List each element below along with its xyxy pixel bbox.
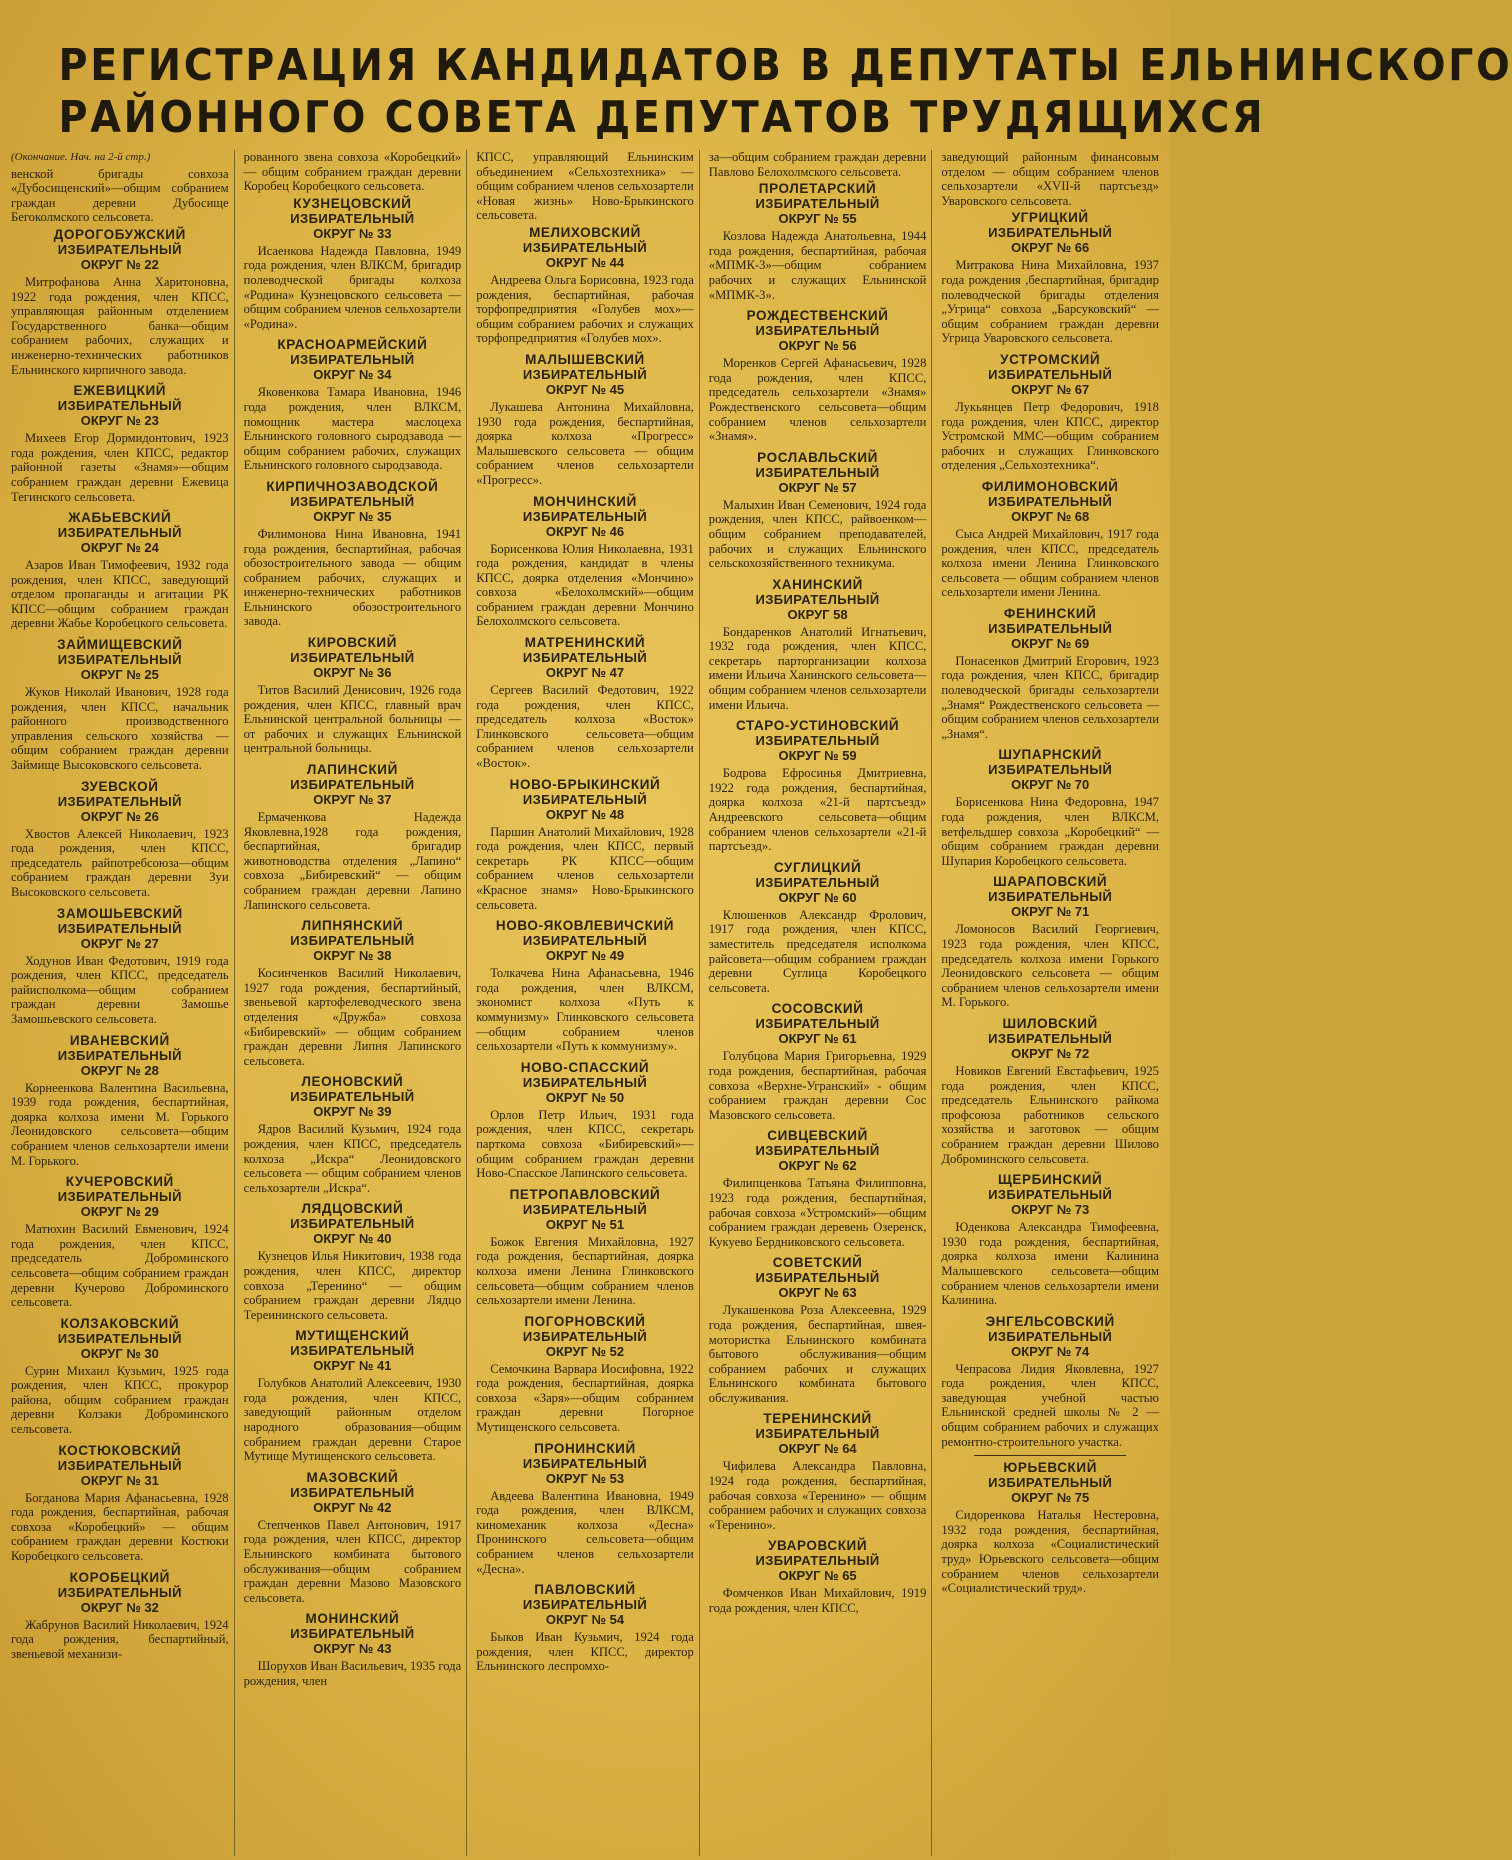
district-subtitle: ИЗБИРАТЕЛЬНЫЙ: [522, 1328, 648, 1344]
district-entry: [244, 1328, 462, 1464]
district-name: ЛИПНЯНСКИЙ: [301, 918, 404, 934]
candidate-text: Митракова Нина Михайловна, 1937 года рождения ,беспартийная, бригадир полеводческой бригады отделения „Угрица“ совхоза „Барсуковский“ — общим собранием граждан деревни Угрица Уваровского сельсовета.: [941, 258, 1159, 346]
candidate-text: Бодрова Ефросинья Дмитриевна, 1922 года рождения, беспартийная, доярка колхоза «21-й партсъезд» Андреевского сельсовета—общим собранием членов сельхозартели «21-й партсъезд».: [708, 766, 927, 854]
candidate-text: Понасенков Дмитрий Егорович, 1923 года рождения, член КПСС, бригадир полеводческой бригады сельхозартели „Знамя“ Рождественского сельсовета — общим собранием членов сельхозартели „Знамя“.: [941, 653, 1159, 741]
district-number: ОКРУГ № 35: [313, 508, 392, 524]
district-number: ОКРУГ № 24: [80, 540, 159, 556]
district-number: ОКРУГ № 67: [1011, 381, 1090, 397]
candidate-text: Моренков Сергей Афанасьевич, 1928 года рождения, член КПСС, председатель сельхозартели «Знамя» Рождественского сельсовета—общим собранием членов сельхозартели «Знамя».: [708, 356, 927, 444]
district-subtitle: ИЗБИРАТЕЛЬНЫЙ: [988, 1475, 1113, 1491]
district-number: ОКРУГ 58: [787, 606, 848, 622]
district-entry: [244, 196, 462, 332]
district-entry: [244, 762, 462, 912]
candidate-text: Голубков Анатолий Алексеевич, 1930 года рождения, член КПСС, заведующий районным отделом народного образования—общим собранием граждан деревни Старое Мутище Мутищенского сельсовета.: [243, 1376, 462, 1464]
district-number: ОКРУГ № 25: [80, 667, 159, 683]
district-subtitle: ИЗБИРАТЕЛЬНЫЙ: [755, 196, 880, 212]
candidate-text: Азаров Иван Тимофеевич, 1932 года рождения, член КПСС, заведующий отделом пропаганды и агитации РК КПСС—общим собранием граждан деревни Жабье Коробецкого сельсовета.: [11, 558, 229, 631]
district-entry: [476, 1441, 694, 1577]
district-number: ОКРУГ № 27: [80, 935, 159, 951]
candidate-text: Паршин Анатолий Михайлович, 1928 года рождения, член КПСС, первый секретарь РК КПСС—общим собранием членов сельхозартели «Красное знамя» Ново-Брыкинского сельсовета.: [476, 824, 694, 912]
candidate-text: Фомченков Иван Михайлович, 1919 года рождения, член КПСС,: [708, 1586, 927, 1616]
candidate-text: Степченков Павел Антонович, 1917 года рождения, член КПСС, директор Ельнинского комбината бытового обслуживания—общим собранием граждан деревни Мазово Мазовского сельсовета.: [243, 1517, 462, 1605]
district-number: ОКРУГ № 26: [80, 808, 159, 824]
district-name: ШУПАРНСКИЙ: [998, 747, 1102, 763]
district-subtitle: ИЗБИРАТЕЛЬНЫЙ: [988, 493, 1113, 509]
district-subtitle: ИЗБИРАТЕЛЬНЫЙ: [755, 1016, 880, 1032]
district-number: ОКРУГ № 69: [1011, 635, 1090, 651]
district-subtitle: ИЗБИРАТЕЛЬНЫЙ: [522, 650, 648, 666]
district-number: ОКРУГ № 40: [313, 1231, 392, 1247]
district-name: КОСТЮКОВСКИЙ: [58, 1442, 182, 1458]
district-subtitle: ИЗБИРАТЕЛЬНЫЙ: [755, 874, 880, 890]
district-entry: [709, 1255, 927, 1405]
district-number: ОКРУГ № 23: [80, 413, 159, 429]
district-name: ЛАПИНСКИЙ: [306, 762, 398, 778]
district-subtitle: ИЗБИРАТЕЛЬНЫЙ: [988, 1187, 1113, 1203]
district-name: КИРПИЧНОЗАВОДСКОЙ: [266, 478, 439, 494]
district-subtitle: ИЗБИРАТЕЛЬНЫЙ: [755, 1553, 880, 1569]
district-subtitle: ИЗБИРАТЕЛЬНЫЙ: [988, 225, 1113, 241]
candidate-text: Ходунов Иван Федотович, 1919 года рождения, член КПСС, председатель райисполкома—общим собранием граждан деревни Замошье Замошьевского сельсовета.: [11, 953, 229, 1026]
district-name: КРАСНОАРМЕЙСКИЙ: [277, 337, 428, 353]
district-name: ТЕРЕНИНСКИЙ: [763, 1411, 872, 1427]
district-subtitle: ИЗБИРАТЕЛЬНЫЙ: [988, 1030, 1113, 1046]
district-subtitle: ИЗБИРАТЕЛЬНЫЙ: [755, 1143, 880, 1159]
district-entry: [11, 510, 229, 631]
candidate-text: Богданова Мария Афанасьевна, 1928 года рождения, беспартийная, рабочая совхоза «Коробецкий» — общим собранием граждан деревни Костюки Коробецкого сельсовета.: [11, 1490, 229, 1564]
candidate-text: Шорухов Иван Васильевич, 1935 года рождения, член: [243, 1659, 462, 1688]
district-subtitle: ИЗБИРАТЕЛЬНЫЙ: [290, 1216, 415, 1232]
district-name: МАЗОВСКИЙ: [306, 1469, 399, 1485]
district-number: ОКРУГ № 22: [80, 256, 159, 272]
column-2: [239, 150, 468, 1856]
district-subtitle: ИЗБИРАТЕЛЬНЫЙ: [522, 1201, 648, 1217]
district-entry: [476, 1314, 694, 1435]
district-entry: [476, 635, 694, 771]
candidate-text: Новиков Евгений Евстафьевич, 1925 года рождения, член КПСС, председатель Ельнинского райкома профсоюза работников сельского хозяйства и заготовок — общим собранием граждан деревни Шилово Доброминского сельсовета.: [941, 1063, 1159, 1166]
district-entry: [11, 383, 229, 504]
district-subtitle: ИЗБИРАТЕЛЬНЫЙ: [290, 933, 415, 949]
district-subtitle: ИЗБИРАТЕЛЬНЫЙ: [522, 239, 648, 255]
candidate-text: Голубцова Мария Григорьевна, 1929 года рождения, беспартийная, рабочая совхоза «Верхне-Угранский» - общим собранием граждан деревни Сос Мазовского сельсовета.: [708, 1049, 927, 1122]
district-name: СОСОВСКИЙ: [771, 1001, 864, 1017]
district-name: ШАРАПОВСКИЙ: [993, 874, 1108, 890]
district-number: ОКРУГ № 30: [80, 1345, 159, 1361]
district-entry: [941, 1016, 1159, 1166]
district-entry: [941, 606, 1159, 742]
district-name: МЕЛИХОВСКИЙ: [529, 224, 641, 240]
column-lead-text: рованного звена совхоза «Коробецкий» — общим собранием граждан деревни Коробец Коробецкого сельсовета.: [243, 150, 462, 194]
district-number: ОКРУГ № 50: [545, 1089, 625, 1105]
district-name: КОРОБЕЦКИЙ: [69, 1569, 170, 1585]
candidate-text: Лукашева Антонина Михайловна, 1930 года рождения, беспартийная, доярка колхоза «Прогресс» Малышевского сельсовета — общим собранием членов сельхозартели «Прогресс».: [476, 399, 694, 487]
district-number: ОКРУГ № 56: [778, 338, 857, 354]
district-name: МАЛЫШЕВСКИЙ: [525, 351, 645, 367]
district-entry: [709, 181, 927, 302]
district-number: ОКРУГ № 55: [778, 211, 857, 227]
district-entry: [476, 777, 694, 913]
candidate-text: Косинченков Василий Николаевич, 1927 года рождения, беспартийный, звеньевой картофелеводческого звена отделения «Дружба» совхоза «Бибиревский» — общим собранием граждан деревни Липня Лапинского сельсовета.: [243, 966, 462, 1068]
district-number: ОКРУГ № 33: [313, 225, 392, 241]
candidate-text: Корнеенкова Валентина Васильевна, 1939 года рождения, беспартийная, доярка колхоза имени М. Горького Леонидовского сельсовета—общим собранием членов сельхозартели имени М. Горького.: [11, 1080, 229, 1168]
district-subtitle: ИЗБИРАТЕЛЬНЫЙ: [290, 210, 415, 226]
district-name: ЛЕОНОВСКИЙ: [301, 1074, 404, 1090]
district-entry: [11, 779, 229, 900]
district-name: ЩЕРБИНСКИЙ: [998, 1172, 1103, 1188]
headline-line-1: РЕГИСТРАЦИЯ КАНДИДАТОВ В ДЕПУТАТЫ ЕЛЬНИНСКОГО: [58, 40, 1512, 91]
district-subtitle: ИЗБИРАТЕЛЬНЫЙ: [522, 508, 648, 524]
district-name: ХАНИНСКИЙ: [772, 576, 863, 592]
district-entry: [11, 227, 229, 377]
district-name: ДОРОГОБУЖСКИЙ: [53, 226, 186, 242]
column-lead-text: за—общим собранием граждан деревни Павлово Белохолмского сельсовета.: [708, 150, 927, 179]
district-subtitle: ИЗБИРАТЕЛЬНЫЙ: [57, 1457, 182, 1473]
district-name: ПОГОРНОВСКИЙ: [524, 1313, 646, 1329]
district-subtitle: ИЗБИРАТЕЛЬНЫЙ: [57, 920, 182, 936]
district-number: ОКРУГ № 57: [778, 479, 857, 495]
district-subtitle: ИЗБИРАТЕЛЬНЫЙ: [290, 1089, 415, 1105]
district-entry: [709, 718, 927, 854]
district-number: ОКРУГ № 72: [1011, 1045, 1090, 1061]
district-subtitle: ИЗБИРАТЕЛЬНЫЙ: [57, 793, 182, 809]
district-subtitle: ИЗБИРАТЕЛЬНЫЙ: [988, 762, 1113, 778]
district-name: СИВЦЕВСКИЙ: [767, 1128, 868, 1144]
district-entry: [11, 1316, 229, 1437]
district-name: ЗУЕВСКОЙ: [81, 778, 159, 794]
district-number: ОКРУГ № 66: [1011, 240, 1090, 256]
candidate-text: Кузнецов Илья Никитович, 1938 года рождения, член КПСС, директор совхоза „Теренино“ — общим собранием граждан деревни Лядцо Тереининского сельсовета.: [243, 1249, 462, 1322]
candidate-text: Жуков Николай Иванович, 1928 года рождения, член КПСС, начальник районного производственного управления сельского хозяйства — общим собранием граждан деревни Займище Высоковского сельсовета.: [11, 685, 229, 773]
candidate-text: Божок Евгения Михайловна, 1927 года рождения, беспартийная, доярка колхоза имени Ленина Глинковского сельсовета—общим собранием членов сельхозартели имени Ленина.: [476, 1234, 694, 1308]
candidate-text: Титов Василий Денисович, 1926 года рождения, член КПСС, главный врач Ельнинской центральной больницы — от рабочих и служащих Ельнинской центральной больницы.: [243, 683, 462, 756]
candidate-text: Авдеева Валентина Ивановна, 1949 года рождения, член ВЛКСМ, киномеханик колхоза «Десна» Пронинского сельсовета—общим собранием членов сельхозартели «Десна».: [476, 1488, 694, 1576]
district-subtitle: ИЗБИРАТЕЛЬНЫЙ: [755, 1270, 880, 1286]
district-name: ФИЛИМОНОВСКИЙ: [981, 478, 1119, 494]
candidate-text: Сидоренкова Наталья Нестеровна, 1932 года рождения, беспартийная, доярка колхоза «Социалистический труд» Юрьевского сельсовета—общим собранием членов сельхозартели «Социалистический труд».: [941, 1508, 1159, 1596]
district-entry: [244, 1074, 462, 1195]
district-entry: [709, 308, 927, 444]
column-5: [936, 150, 1164, 1856]
candidate-text: Ломоносов Василий Георгиевич, 1923 года рождения, член КПСС, председатель колхоза имени Горького Леонидовского сельсовета — общим собранием членов сельхозартели имени М. Горького.: [941, 922, 1159, 1010]
candidate-text: Борисенкова Юлия Николаевна, 1931 года рождения, кандидат в члены КПСС, доярка отделения «Мончино» совхоза «Белохолмский»—общим собранием граждан деревни Мончино Белохолмского сельсовета.: [476, 541, 694, 629]
district-subtitle: ИЗБИРАТЕЛЬНЫЙ: [755, 464, 880, 480]
candidate-text: Матюхин Василий Евменович, 1924 года рождения, член КПСС, председатель Доброминского сельсовета—общим собранием граждан деревни Кучерово Доброминского сельсовета.: [11, 1222, 229, 1310]
district-name: КУЧЕРОВСКИЙ: [65, 1174, 174, 1190]
candidate-text: Быков Иван Кузьмич, 1924 года рождения, член КПСС, директор Ельнинского леспромхо-: [476, 1630, 694, 1674]
candidate-text: Орлов Петр Ильич, 1931 года рождения, член КПСС, секретарь парткома совхоза «Бибиревский»—общим собранием граждан деревни Ново-Спасское Лапинского сельсовета.: [476, 1107, 694, 1181]
district-number: ОКРУГ № 46: [545, 523, 625, 539]
district-entry: [476, 352, 694, 488]
district-entry: [941, 1172, 1159, 1308]
candidate-text: Филипценкова Татьяна Филипповна, 1923 года рождения, беспартийная, рабочая совхоза «Устромский»—общим собранием граждан деревень Озеренск, Кукуево Бердниковского сельсовета.: [708, 1176, 927, 1249]
candidate-text: Хвостов Алексей Николаевич, 1923 года рождения, член КПСС, председатель райпотребсоюза—общим собранием граждан деревни Зуи Высоковского сельсовета.: [11, 826, 229, 899]
candidate-text: Андреева Ольга Борисовна, 1923 года рождения, беспартийная, рабочая торфопредприятия «Голубев мох»—общим собранием рабочих и служащих торфопредприятия «Голубев мох».: [476, 272, 694, 346]
district-entry: [244, 635, 462, 756]
district-subtitle: ИЗБИРАТЕЛЬНЫЙ: [57, 241, 182, 257]
district-entry: [941, 1460, 1159, 1596]
district-entry: [11, 1033, 229, 1169]
district-name: МАТРЕНИНСКИЙ: [524, 635, 646, 651]
district-name: КОЛЗАКОВСКИЙ: [60, 1315, 180, 1331]
candidate-text: Михеев Егор Дормидонтович, 1923 года рождения, член КПСС, редактор районной газеты «Знамя»—общим собранием граждан деревни Ежевица Тегинского сельсовета.: [11, 431, 229, 504]
district-entry: [941, 747, 1159, 868]
continuation-note: (Окончание. Нач. на 2-й стр.): [11, 151, 151, 163]
district-entry: [244, 1611, 462, 1688]
district-number: ОКРУГ № 73: [1011, 1202, 1090, 1218]
district-entry: [476, 918, 694, 1054]
district-name: РОЖДЕСТВЕНСКИЙ: [746, 308, 889, 324]
district-entry: [941, 1314, 1159, 1450]
district-number: ОКРУГ № 51: [545, 1216, 625, 1232]
district-subtitle: ИЗБИРАТЕЛЬНЫЙ: [290, 777, 415, 793]
district-number: ОКРУГ № 49: [545, 948, 625, 964]
candidate-text: Лукашенкова Роза Алексеевна, 1929 года рождения, беспартийная, швея-мотористка Ельнинского комбината бытового обслуживания—общим собранием рабочих и служащих Ельнинского комбината бытового обслуживания.: [708, 1303, 927, 1405]
district-subtitle: ИЗБИРАТЕЛЬНЫЙ: [57, 1330, 182, 1346]
district-subtitle: ИЗБИРАТЕЛЬНЫЙ: [522, 366, 648, 382]
district-name: НОВО-ЯКОВЛЕВИЧСКИЙ: [495, 918, 675, 934]
column-lead-text: венской бригады совхоза «Дубосищенский»—общим собранием граждан деревни Дубосище Бегоколмского сельсовета.: [11, 166, 229, 225]
district-subtitle: ИЗБИРАТЕЛЬНЫЙ: [57, 1189, 182, 1205]
district-entry: [941, 210, 1159, 346]
district-number: ОКРУГ № 71: [1011, 904, 1090, 920]
district-name: ИВАНЕВСКИЙ: [69, 1032, 170, 1048]
candidate-text: Бондаренков Анатолий Игнатьевич, 1932 года рождения, член КПСС, секретарь парторганизации колхоза имени Ильича Ханинского сельсовета—общим собранием членов сельхозартели имени Ильича.: [708, 624, 927, 712]
district-number: ОКРУГ № 28: [80, 1062, 159, 1078]
district-entry: [476, 1187, 694, 1308]
district-entry: [476, 225, 694, 346]
district-entry: [709, 450, 927, 571]
district-name: СОВЕТСКИЙ: [772, 1255, 863, 1271]
district-name: ШИЛОВСКИЙ: [1002, 1015, 1098, 1031]
candidate-text: Козлова Надежда Анатольевна, 1944 года рождения, беспартийная, рабочая «МПМК-3»—общим собранием рабочих и служащих Ельнинской «МПМК-3».: [708, 229, 927, 302]
district-name: НОВО-СПАССКИЙ: [520, 1059, 650, 1075]
column-lead-text: заведующий районным финансовым отделом — общим собранием членов сельхозартели «XVII-й партсъезд» Уваровского сельсовета.: [941, 150, 1159, 208]
candidate-text: Сергеев Василий Федотович, 1922 года рождения, член КПСС, председатель колхоза «Восток» Глинковского сельсовета—общим собранием членов сельхозартели «Восток».: [476, 683, 694, 771]
district-name: ЖАБЬЕВСКИЙ: [68, 510, 172, 526]
district-number: ОКРУГ № 63: [778, 1285, 857, 1301]
district-number: ОКРУГ № 38: [313, 948, 392, 964]
district-name: ПРОНИНСКИЙ: [534, 1440, 636, 1456]
district-subtitle: ИЗБИРАТЕЛЬНЫЙ: [522, 933, 648, 949]
district-entry: [709, 860, 927, 996]
district-number: ОКРУГ № 47: [545, 665, 625, 681]
district-subtitle: ИЗБИРАТЕЛЬНЫЙ: [290, 1484, 415, 1500]
district-entry: [11, 637, 229, 773]
candidate-text: Лукьянцев Петр Федорович, 1918 года рождения, член КПСС, директор Устромской ММС—общим собранием рабочих и служащих Глинковского отделения „Сельхозтехника“.: [941, 399, 1159, 473]
district-subtitle: ИЗБИРАТЕЛЬНЫЙ: [290, 352, 415, 368]
district-name: ФЕНИНСКИЙ: [1003, 605, 1097, 621]
district-number: ОКРУГ № 59: [778, 748, 857, 764]
district-entry: [244, 337, 462, 473]
district-number: ОКРУГ № 31: [80, 1472, 159, 1488]
candidate-text: Толкачева Нина Афанасьевна, 1946 года рождения, член ВЛКСМ, экономист колхоза «Путь к коммунизму» Глинковского сельсовета—общим собранием членов сельхозартели «Путь к коммунизму».: [476, 966, 694, 1054]
district-subtitle: ИЗБИРАТЕЛЬНЫЙ: [57, 652, 182, 668]
district-entry: [244, 918, 462, 1068]
district-number: ОКРУГ № 45: [545, 381, 625, 397]
candidate-text: Яковенкова Тамара Ивановна, 1946 года рождения, член ВЛКСМ, помощник мастера маслоцеха Ельнинского головного сыродзавода — общим собранием рабочих, служащих Ельнинского головного сыродзавода.: [243, 385, 462, 473]
district-name: МОНИНСКИЙ: [305, 1611, 400, 1627]
district-subtitle: ИЗБИРАТЕЛЬНЫЙ: [290, 493, 415, 509]
district-number: ОКРУГ № 37: [313, 792, 392, 808]
page-header: [0, 40, 1512, 144]
district-subtitle: ИЗБИРАТЕЛЬНЫЙ: [522, 1074, 648, 1090]
district-number: ОКРУГ № 53: [545, 1470, 625, 1486]
candidate-text: Чепрасова Лидия Яковлевна, 1927 года рождения, член КПСС, заведующая учебной частью Ельнинской средней школы № 2 — общим собранием рабочих и служащих ремонтно-строительного участка.: [941, 1361, 1159, 1449]
headline-line-2: РАЙОННОГО СОВЕТА ДЕПУТАТОВ ТРУДЯЩИХСЯ: [58, 92, 1266, 143]
district-name: ЗАМОШЬЕВСКИЙ: [56, 905, 183, 921]
district-name: УВАРОВСКИЙ: [767, 1538, 868, 1554]
district-number: ОКРУГ № 39: [313, 1104, 392, 1120]
district-name: ЛЯДЦОВСКИЙ: [301, 1201, 404, 1217]
district-number: ОКРУГ № 68: [1011, 508, 1090, 524]
district-entry: [244, 1470, 462, 1606]
district-subtitle: ИЗБИРАТЕЛЬНЫЙ: [522, 1455, 648, 1471]
district-name: УСТРОМСКИЙ: [1000, 351, 1101, 367]
district-subtitle: ИЗБИРАТЕЛЬНЫЙ: [57, 525, 182, 541]
district-number: ОКРУГ № 61: [778, 1031, 857, 1047]
district-name: ЕЖЕВИЦКИЙ: [73, 383, 167, 399]
column-3: [471, 150, 700, 1856]
candidate-text: Сурин Михаил Кузьмич, 1925 года рождения, член КПСС, прокурор района, общим собранием граждан деревни Колзаки Доброминского сельсовета.: [11, 1363, 229, 1437]
district-name: ПРОЛЕТАРСКИЙ: [758, 181, 877, 197]
district-number: ОКРУГ № 29: [80, 1204, 159, 1220]
district-entry: [11, 906, 229, 1027]
district-number: ОКРУГ № 62: [778, 1158, 857, 1174]
district-entry: [709, 577, 927, 713]
district-subtitle: ИЗБИРАТЕЛЬНЫЙ: [522, 1597, 648, 1613]
district-name: РОСЛАВЛЬСКИЙ: [757, 449, 878, 465]
district-number: ОКРУГ № 32: [80, 1599, 159, 1615]
district-number: ОКРУГ № 44: [545, 254, 625, 270]
section-divider: [974, 1455, 1126, 1456]
district-entry: [11, 1443, 229, 1564]
candidate-text: Ядров Василий Кузьмич, 1924 года рождения, член КПСС, председатель колхоза „Искра“ Леонидовского сельсовета — общим собранием членов сельхозартели „Искра“.: [243, 1122, 462, 1195]
district-subtitle: ИЗБИРАТЕЛЬНЫЙ: [755, 591, 880, 607]
district-name: НОВО-БРЫКИНСКИЙ: [509, 776, 661, 792]
candidate-text: Митрофанова Анна Харитоновна, 1922 года рождения, член КПСС, управляющая районным отделением Государственного банка—общим собранием рабочих, служащих и инженерно-технических работников Ельнинского кирпичного завода.: [11, 274, 229, 377]
district-entry: [11, 1570, 229, 1662]
district-number: ОКРУГ № 75: [1011, 1490, 1090, 1506]
district-subtitle: ИЗБИРАТЕЛЬНЫЙ: [57, 1047, 182, 1063]
district-number: ОКРУГ № 48: [545, 806, 625, 822]
district-entry: [941, 352, 1159, 473]
district-name: СТАРО-УСТИНОВСКИЙ: [735, 718, 900, 734]
district-entry: [709, 1411, 927, 1532]
district-subtitle: ИЗБИРАТЕЛЬНЫЙ: [755, 1426, 880, 1442]
district-entry: [476, 1060, 694, 1181]
district-name: ЮРЬЕВСКИЙ: [1003, 1460, 1097, 1476]
district-subtitle: ИЗБИРАТЕЛЬНЫЙ: [57, 1584, 182, 1600]
district-name: ЗАЙМИЩЕВСКИЙ: [57, 637, 183, 653]
district-number: ОКРУГ № 34: [313, 367, 392, 383]
candidate-text: Клюшенков Александр Фролович, 1917 года рождения, член КПСС, заместитель председателя исполкома райсовета—общим собранием граждан деревни Суглица Коробецкого сельсовета.: [708, 907, 927, 995]
column-lead-text: КПСС, управляющий Ельнинским объединением «Сельхозтехника» — общим собранием членов сельхозартели «Новая жизнь» Ново-Брыкинского сельсовета.: [476, 150, 694, 223]
candidate-text: Чифилева Александра Павловна, 1924 года рождения, беспартийная, рабочая совхоза «Теренино» — общим собранием рабочих и служащих совхоза «Теренино».: [708, 1459, 927, 1532]
district-number: ОКРУГ № 70: [1011, 777, 1090, 793]
district-number: ОКРУГ № 52: [545, 1343, 625, 1359]
district-entry: [941, 479, 1159, 600]
district-number: ОКРУГ № 60: [778, 889, 857, 905]
district-subtitle: ИЗБИРАТЕЛЬНЫЙ: [988, 366, 1113, 382]
district-entry: [941, 874, 1159, 1010]
district-number: ОКРУГ № 64: [778, 1441, 857, 1457]
district-name: УГРИЦКИЙ: [1011, 210, 1089, 226]
district-subtitle: ИЗБИРАТЕЛЬНЫЙ: [988, 620, 1113, 636]
district-entry: [709, 1001, 927, 1122]
candidate-text: Исаенкова Надежда Павловна, 1949 года рождения, член ВЛКСМ, бригадир полеводческой бригады колхоза «Родина» Кузнецовского сельсовета — общим собранием членов сельхозартели «Родина».: [243, 243, 462, 331]
district-number: ОКРУГ № 65: [778, 1568, 857, 1584]
candidate-text: Сыса Андрей Михайлович, 1917 года рождения, член КПСС, председатель колхоза имени Ленина Глинковского сельсовета — общим собранием членов сельхозартели имени Ленина.: [941, 526, 1159, 600]
district-subtitle: ИЗБИРАТЕЛЬНЫЙ: [290, 650, 415, 666]
column-4: [704, 150, 933, 1856]
district-name: ПАВЛОВСКИЙ: [534, 1582, 636, 1598]
district-name: ЭНГЕЛЬСОВСКИЙ: [985, 1313, 1115, 1329]
district-number: ОКРУГ № 42: [313, 1499, 392, 1515]
district-number: ОКРУГ № 54: [545, 1612, 625, 1628]
district-subtitle: ИЗБИРАТЕЛЬНЫЙ: [988, 1328, 1113, 1344]
district-subtitle: ИЗБИРАТЕЛЬНЫЙ: [755, 323, 880, 339]
district-name: МОНЧИНСКИЙ: [533, 493, 637, 509]
candidate-text: Юденкова Александра Тимофеевна, 1930 года рождения, беспартийная, доярка колхоза имени Калинина Малышевского сельсовета—общим собранием членов сельхозартели имени Калинина.: [941, 1220, 1159, 1308]
district-entry: [476, 494, 694, 630]
district-subtitle: ИЗБИРАТЕЛЬНЫЙ: [290, 1343, 415, 1359]
candidate-text: Борисенкова Нина Федоровна, 1947 года рождения, член ВЛКСМ, ветфельдшер совхоза „Коробецкий“ — общим собранием граждан деревни Шупария Коробецкого сельсовета.: [941, 795, 1159, 868]
district-entry: [476, 1582, 694, 1674]
district-name: КИРОВСКИЙ: [307, 635, 398, 651]
district-entry: [11, 1174, 229, 1310]
candidate-text: Филимонова Нина Ивановна, 1941 года рождения, беспартийная, рабочая обозостроительного завода — общим собранием рабочих, служащих и инженерно-технических работников Ельнинского обозостроительного завода.: [243, 526, 462, 629]
district-entry: [709, 1538, 927, 1615]
candidate-text: Ермаченкова Надежда Яковлевна,1928 года рождения, беспартийная, бригадир животноводства отделения „Лапино“ совхоза „Бибиревский“ — общим собранием граждан деревни Лапино Лапинского сельсовета.: [243, 810, 462, 912]
district-name: МУТИЩЕНСКИЙ: [295, 1328, 410, 1344]
district-number: ОКРУГ № 41: [313, 1358, 392, 1374]
candidate-text: Жабрунов Василий Николаевич, 1924 года рождения, беспартийный, звеньевой механизи-: [11, 1617, 229, 1661]
district-number: ОКРУГ № 74: [1011, 1343, 1090, 1359]
district-subtitle: ИЗБИРАТЕЛЬНЫЙ: [57, 398, 182, 414]
candidate-text: Малыхин Иван Семенович, 1924 года рождения, член КПСС, райвоенком—общим собранием преподавателей, рабочих и служащих Ельнинского сельскохозяйственного техникума.: [708, 497, 927, 571]
columns-container: [6, 150, 1164, 1856]
district-number: ОКРУГ № 43: [313, 1641, 392, 1657]
district-name: КУЗНЕЦОВСКИЙ: [293, 195, 412, 211]
column-1: [6, 150, 235, 1856]
district-subtitle: ИЗБИРАТЕЛЬНЫЙ: [522, 791, 648, 807]
district-subtitle: ИЗБИРАТЕЛЬНЫЙ: [988, 889, 1113, 905]
district-entry: [244, 479, 462, 629]
district-number: ОКРУГ № 36: [313, 665, 392, 681]
candidate-text: Семочкина Варвара Иосифовна, 1922 года рождения, беспартийная, доярка совхоза «Заря»—общим собранием граждан деревни Погорное Мутищенского сельсовета.: [476, 1361, 694, 1435]
district-entry: [709, 1128, 927, 1249]
district-subtitle: ИЗБИРАТЕЛЬНЫЙ: [755, 733, 880, 749]
district-name: СУГЛИЦКИЙ: [773, 859, 862, 875]
district-name: ПЕТРОПАВЛОВСКИЙ: [509, 1186, 661, 1202]
district-subtitle: ИЗБИРАТЕЛЬНЫЙ: [290, 1626, 415, 1642]
district-entry: [244, 1201, 462, 1322]
